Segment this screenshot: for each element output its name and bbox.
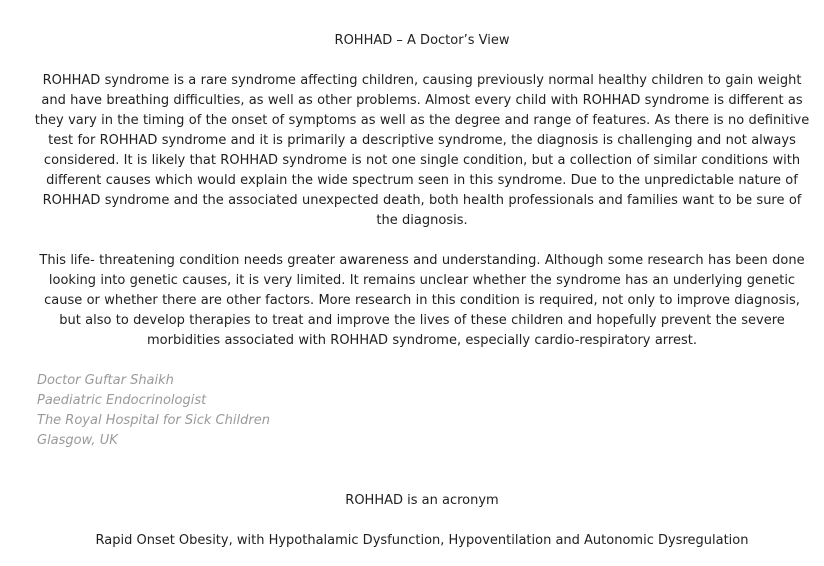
intro-paragraph: ROHHAD syndrome is a rare syndrome affecting children, causing previously normal healthy children to gain weight and have breathing difficulties, as well as other problems. Almost every child with ROHHAD syndrome is different as they vary in the timing of the onset of symptoms as well as the degree and range of features. As there is no definitive test for ROHHAD syndrome and it is primarily a descriptive syndrome, the diagnosis is challenging and not always considered. It is likely that ROHHAD syndrome is not one single condition, but a collection of similar conditions with different causes which would explain the wide spectrum seen in this syndrome. Due to the unpredictable nature of ROHHAD syndrome and the associated unexpected death, both health professionals and families want to be sure of the diagnosis. — [34, 73, 810, 228]
article-content — [34, 31, 810, 551]
acronym-expansion: Rapid Onset Obesity, with Hypothalamic Dysfunction, Hypoventilation and Autonomic Dysregulation — [95, 533, 749, 548]
author-signature — [37, 371, 810, 451]
research-paragraph: This life- threatening condition needs greater awareness and understanding. Although some research has been done looking into genetic causes, it is very limited. It remains unclear whether the syndrome has an underlying genetic cause or whether there are other factors. More research in this condition is required, not only to improve diagnosis, but also to develop therapies to treat and improve the lives of these children and hopefully prevent the severe morbidities associated with ROHHAD syndrome, especially cardio-respiratory arrest. — [39, 253, 805, 348]
author-location: Glasgow, UK — [37, 433, 118, 448]
author-name: Doctor Guftar Shaikh — [37, 373, 174, 388]
author-role: Paediatric Endocrinologist — [37, 393, 207, 408]
author-hospital: The Royal Hospital for Sick Children — [37, 413, 270, 428]
acronym-heading: ROHHAD is an acronym — [345, 493, 499, 508]
article-title: ROHHAD – A Doctor’s View — [334, 33, 510, 48]
